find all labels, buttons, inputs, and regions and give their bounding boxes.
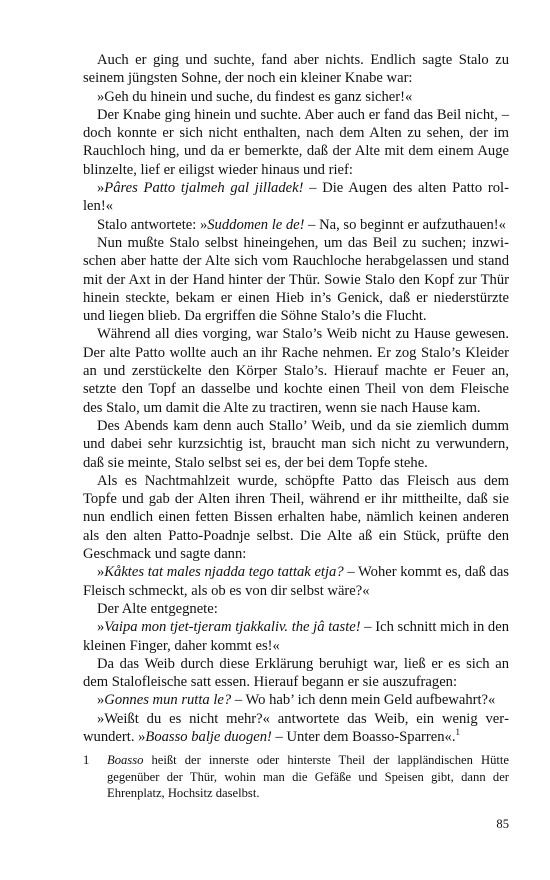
paragraph-text: Auch er ging und suchte, fand aber nichts. Endlich sagte Stalo zu seinem jüngsten Sohne, der noch ein kleiner Knabe war:	[83, 52, 509, 87]
paragraph-text: Da das Weib durch diese Erklärung beruhigt war, ließ er es sich an dem Stalofleische satt essen. Hierauf begann er sie auszufragen:	[83, 655, 509, 691]
paragraph	[83, 600, 509, 618]
paragraph-text: Des Abends kam denn auch Stallo’ Weib, und da sie ziemlich dumm und dabei sehr kurzsichtig ist, braucht man sich nicht zu verwundern, daß sie meinte, Stalo selbst sei es, der bei dem Topfe stehe.	[83, 417, 509, 471]
paragraph-text: »Weißt du es nicht mehr?« antwortete das Weib, ein wenig verwundert. »	[83, 710, 509, 745]
paragraph	[83, 234, 509, 325]
sami-phrase: Boasso balje duogen!	[145, 728, 272, 745]
page-text-block	[83, 51, 509, 802]
paragraph-text: Während all dies vorging, war Stalo’s Weib nicht zu Hause gewesen. Der alte Patto wollte auch an ihr Rache nehmen. Er zog Stalo’s Kleider an und zerstückelte den Körper Stalo’s. Hierauf machte er Feuer an, setzte den Topf an dasselbe und kochte einen Theil von dem Fleische des Stalo, um damit die Alte zu tractiren, wenn sie nach Hause kam.	[83, 326, 509, 416]
paragraph-text: »	[97, 619, 105, 636]
paragraph	[83, 179, 509, 216]
footnote-body: heißt der innerste oder hinterste Theil der lappländischen Hütte gegenüber der Thür, wohin man die Gefäße und Speisen gibt, dann der Ehrenplatz, Hochsitz daselbst.	[107, 753, 509, 801]
paragraph-text: – Na, so beginnt er aufzuthauen!«	[304, 216, 506, 233]
paragraph-text: – Woher kommt es, daß das Fleisch schmeckt, als ob es von dir selbst wäre?«	[83, 564, 509, 599]
body-text	[83, 51, 509, 746]
paragraph	[83, 417, 509, 472]
paragraph-text: Der Alte entgegnete:	[97, 600, 218, 617]
paragraph	[83, 51, 509, 88]
paragraph	[83, 618, 509, 655]
paragraph-text: – Unter dem Boasso-Sparren«.	[271, 728, 456, 745]
page-number: 85	[496, 817, 509, 831]
paragraph	[83, 325, 509, 416]
footnote-text	[107, 752, 509, 802]
footnote-term: Boasso	[107, 753, 144, 768]
paragraph-text: »	[97, 692, 105, 709]
paragraph	[83, 710, 509, 747]
paragraph-text: Nun mußte Stalo selbst hineingehen, um das Beil zu suchen; inzwischen aber hatte der Alte sich vom Rauchloche herabgelassen und stand mit der Axt in der Hand hinter der Thür. Sowie Stalo den Kopf zur Thür hinein steckte, bekam er einen Hieb in’s Genick, daß er niederstürzte und liegen blieb. Da ergriffen die Söhne Stalo’s die Flucht.	[83, 234, 509, 325]
sami-phrase: Suddomen le de!	[207, 216, 305, 233]
footnote-number: 1	[83, 753, 90, 768]
paragraph-text: »	[97, 564, 105, 581]
paragraph-text: – Wo hab’ ich denn mein Geld aufbewahrt?«	[231, 692, 496, 709]
paragraph	[83, 655, 509, 692]
sami-phrase: Kåktes tat males njadda tego tattak etja?	[104, 564, 344, 581]
sami-phrase: Pâres Patto tjalmeh gal jilladek!	[104, 180, 304, 197]
paragraph-text: »	[97, 180, 105, 197]
paragraph-text: – Ich schnitt mich in den kleinen Finger, daher kommt es!«	[83, 619, 510, 654]
paragraph-text: Als es Nachtmahlzeit wurde, schöpfte Patto das Fleisch aus dem Topfe und gab der Alten ihren Theil, während er ihr mittheilte, daß sie nun endlich einen fetten Bissen erhalten habe, nämlich keinen anderen als den alten Patto-Poadnje selbst. Die Alte aß ein Stück, prüfte den Geschmack und sagte dann:	[83, 472, 509, 563]
paragraph	[83, 216, 509, 234]
sami-phrase: Vaipa mon tjet-tjeram tjakkaliv. the jâ taste!	[104, 619, 361, 636]
footnote	[83, 752, 509, 802]
sami-phrase: Gonnes mun rutta le?	[104, 692, 232, 709]
paragraph	[83, 563, 509, 600]
paragraph	[83, 88, 509, 106]
paragraph-text: Stalo antwortete: »	[97, 216, 208, 233]
footnote-marker: 1	[455, 727, 460, 738]
paragraph	[83, 106, 509, 179]
paragraph-text: »Geh du hinein und suche, du findest es ganz sicher!«	[97, 88, 413, 105]
paragraph	[83, 472, 509, 563]
paragraph-text: – Die Augen des alten Patto rollen!«	[83, 180, 509, 215]
paragraph	[83, 691, 509, 709]
paragraph-text: Der Knabe ging hinein und suchte. Aber auch er fand das Beil nicht, – doch konnte er sich nicht enthalten, nach dem Alten zu sehen, der im Rauchloch hing, und da er bemerkte, daß der Alte mit dem einem Auge blinzelte, lief er eiligst wieder hinaus und rief:	[83, 106, 509, 178]
